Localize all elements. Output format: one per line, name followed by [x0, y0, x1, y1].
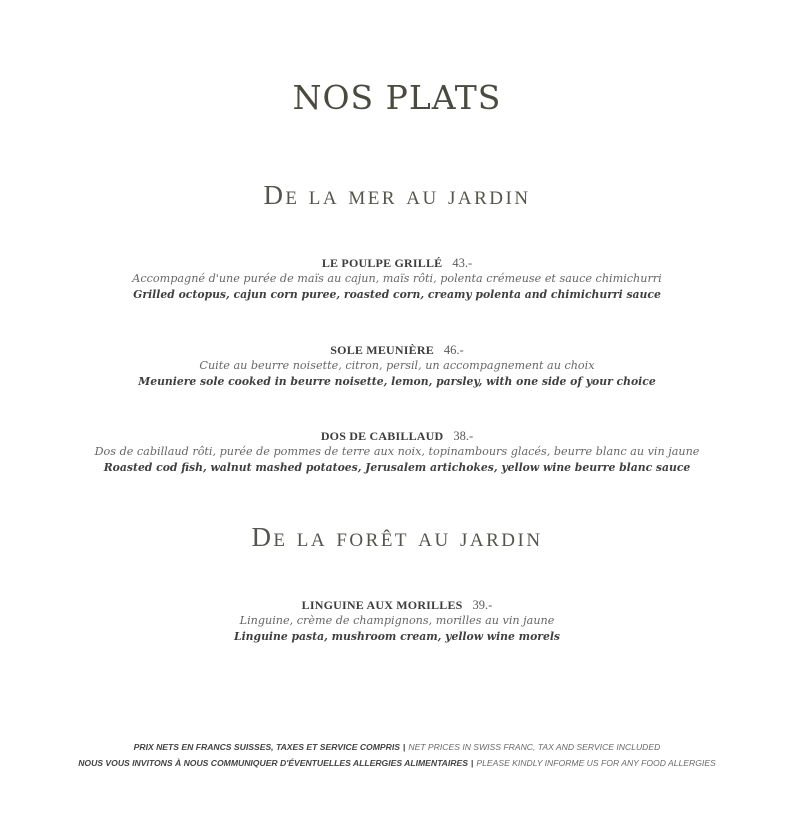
dish-description-fr: Cuite au beurre noisette, citron, persil, un accompagnement au choix	[199, 359, 595, 372]
footer-prices-note	[0, 739, 794, 755]
section-heading-forest: De la forêt au jardin	[251, 522, 543, 552]
footer-allergy-note	[0, 755, 794, 771]
footer-separator: |	[470, 758, 474, 768]
menu-item	[0, 342, 794, 390]
footer-prices-fr: PRIX NETS EN FRANCS SUISSES, TAXES ET SERVICE COMPRIS	[133, 742, 400, 752]
menu-item	[0, 428, 794, 476]
footer-allergy-en: PLEASE KINDLY INFORME US FOR ANY FOOD ALLERGIES	[476, 758, 716, 768]
footer-prices-en: NET PRICES IN SWISS FRANC, TAX AND SERVICE INCLUDED	[408, 742, 661, 752]
dish-price: 43.-	[452, 256, 473, 270]
dish-description-en: Roasted cod fish, walnut mashed potatoes, Jerusalem artichokes, yellow wine beurre blanc sauce	[103, 461, 691, 474]
dish-price: 38.-	[453, 429, 474, 443]
dish-description-en: Grilled octopus, cajun corn puree, roasted corn, creamy polenta and chimichurri sauce	[133, 288, 661, 301]
dish-title-line	[0, 342, 794, 358]
dish-description-en: Linguine pasta, mushroom cream, yellow wine morels	[233, 630, 561, 643]
footer-separator: |	[402, 742, 406, 752]
menu-item	[0, 597, 794, 645]
dish-description-fr: Dos de cabillaud rôti, purée de pommes de terre aux noix, topinambours glacés, beurre blanc au vin jaune	[94, 445, 700, 458]
footer-allergy-fr: NOUS VOUS INVITONS À NOUS COMMUNIQUER D'ÉVENTUELLES ALLERGIES ALIMENTAIRES	[78, 758, 468, 768]
dish-description-fr: Linguine, crème de champignons, morilles au vin jaune	[239, 614, 555, 627]
dish-name: LE POULPE GRILLÉ	[321, 256, 443, 270]
page-title: NOS PLATS	[292, 78, 502, 117]
dish-price: 46.-	[443, 343, 464, 357]
dish-description-fr: Accompagné d'une purée de maïs au cajun, maïs rôti, polenta crémeuse et sauce chimichurri	[132, 272, 662, 285]
dish-name: SOLE MEUNIÈRE	[330, 343, 434, 357]
dish-name: LINGUINE AUX MORILLES	[301, 598, 463, 612]
dish-title-line	[0, 428, 794, 444]
dish-description-en: Meuniere sole cooked in beurre noisette, lemon, parsley, with one side of your choice	[138, 375, 656, 388]
menu-item	[0, 255, 794, 303]
dish-name: DOS DE CABILLAUD	[320, 429, 444, 443]
dish-title-line	[0, 597, 794, 613]
dish-price: 39.-	[472, 598, 493, 612]
section-heading-sea: De la mer au jardin	[263, 180, 531, 210]
dish-title-line	[0, 255, 794, 271]
